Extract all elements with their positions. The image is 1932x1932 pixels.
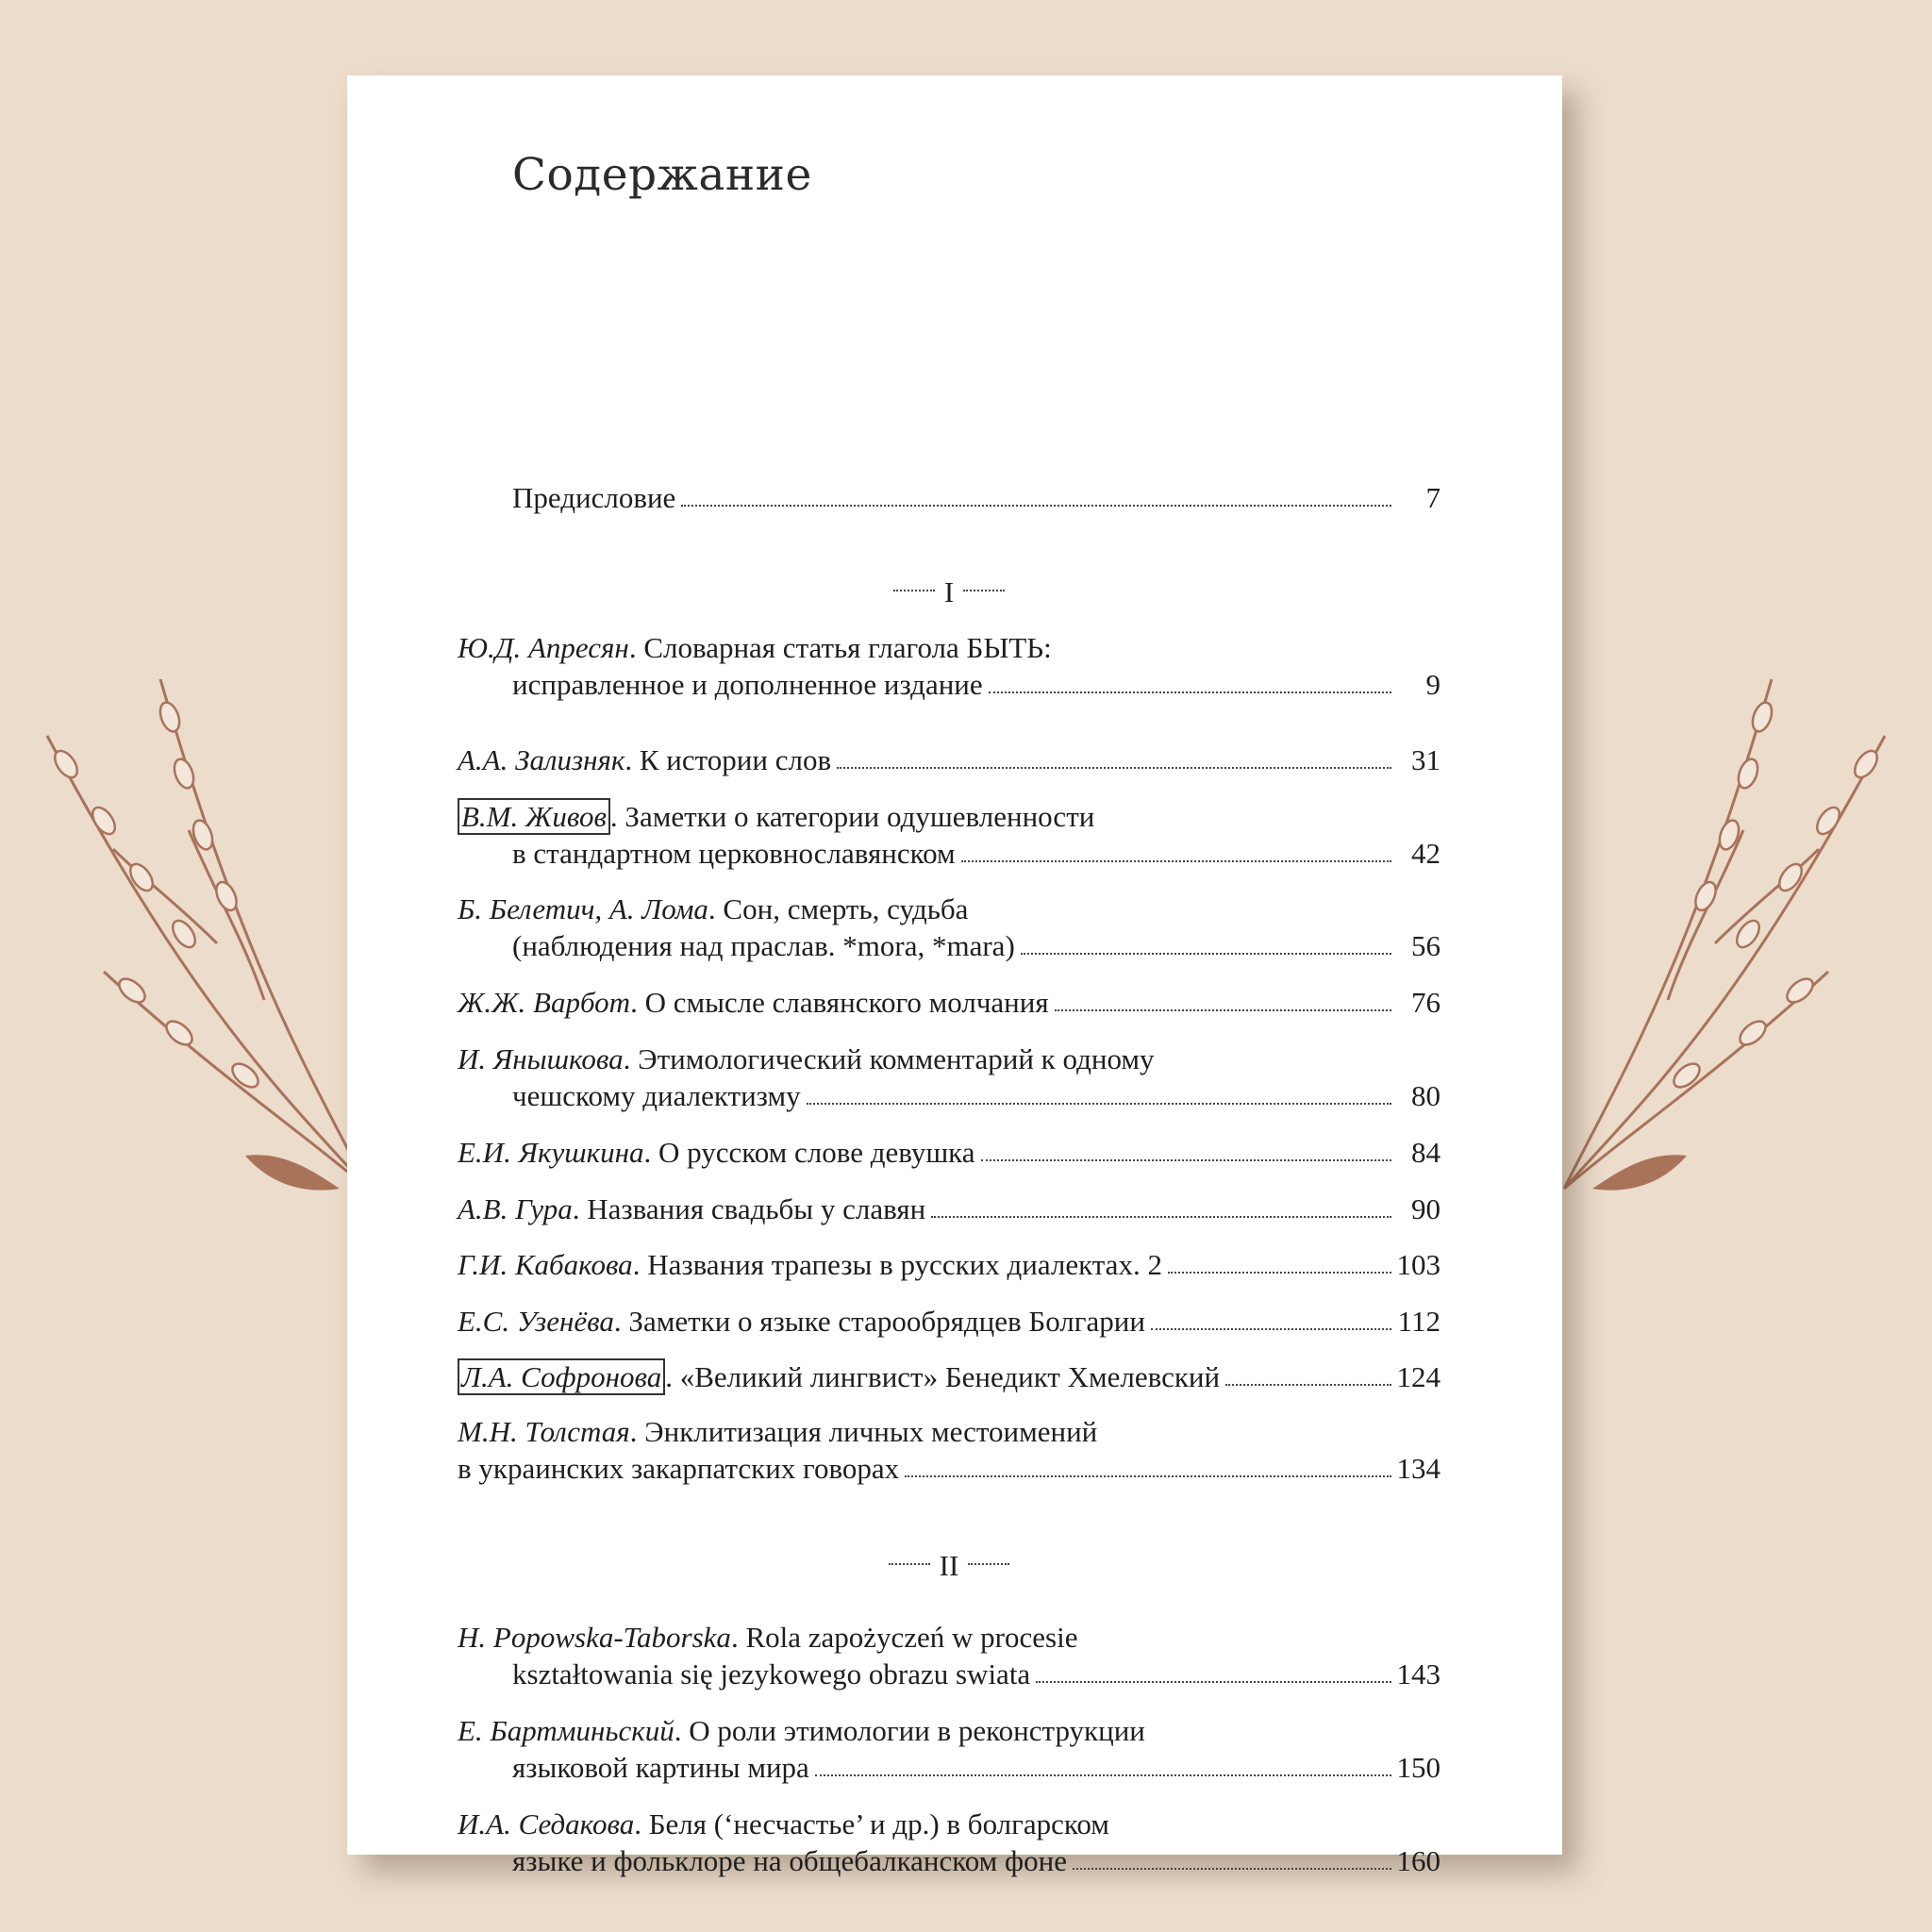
toc-author: Ю.Д. Апресян	[458, 631, 629, 664]
toc-page-number: 76	[1411, 986, 1441, 1019]
toc-entry-title-cont: в украинских закарпатских говорах	[458, 1452, 900, 1485]
dot-leader	[961, 860, 1391, 862]
toc-entry-title-cont: kształtowania się jezykowego obrazu swiata	[512, 1657, 1031, 1690]
toc-author: Б. Белетич, А. Лома	[458, 892, 708, 925]
toc-page-number: 124	[1396, 1360, 1441, 1393]
toc-author: И. Янышкова	[458, 1042, 624, 1075]
toc-entry-title: . Этимологический комментарий к одному	[623, 1042, 1155, 1075]
toc-page-number: 7	[1425, 481, 1441, 514]
section-heading	[458, 1549, 1441, 1583]
dot-leader	[1055, 1009, 1391, 1011]
page-title: Содержание	[512, 149, 812, 201]
toc-page-number: 80	[1411, 1079, 1441, 1112]
toc-page-number: 103	[1396, 1248, 1441, 1281]
toc-entry-title: . Энклитизация личных местоимений	[629, 1415, 1098, 1448]
section-numeral: II	[939, 1549, 959, 1582]
toc-page-number: 134	[1396, 1452, 1441, 1485]
toc-entry-title: . Rola zapożyczeń w procesie	[730, 1621, 1078, 1654]
toc-page-number: 90	[1411, 1192, 1441, 1225]
toc-author: H. Popowska-Taborska	[458, 1621, 731, 1654]
dot-leader	[1225, 1384, 1391, 1386]
dot-leader	[807, 1103, 1391, 1105]
section-dots	[963, 590, 1005, 591]
toc-entry	[458, 798, 1441, 872]
toc-entry	[458, 891, 1441, 964]
section-dots	[893, 590, 935, 591]
toc-entry-title: . Словарная статья глагола БЫТЬ:	[628, 631, 1052, 664]
section-dots	[889, 1563, 930, 1565]
toc-entry	[458, 1806, 1441, 1879]
toc-author: Ж.Ж. Варбот	[458, 986, 631, 1019]
toc-entry-title: . Названия свадьбы у славян	[572, 1192, 926, 1225]
toc-entry-title: . «Великий лингвист» Бенедикт Хмелевский	[665, 1360, 1221, 1393]
toc-entry	[458, 741, 1441, 778]
toc-page-number: 112	[1397, 1305, 1441, 1338]
toc-author: Е.И. Якушкина	[458, 1136, 644, 1169]
dot-leader	[681, 505, 1391, 507]
toc-entry-title: . Заметки о языке старообрядцев Болгарии	[613, 1305, 1145, 1338]
toc-entry-title-cont: исправленное и дополненное издание	[512, 668, 983, 701]
dot-leader	[905, 1475, 1391, 1477]
toc-entry	[458, 1041, 1441, 1114]
toc-entry-title-cont: языковой картины мира	[512, 1751, 809, 1784]
toc-author: Е. Бартминьский	[458, 1714, 675, 1747]
toc-entry	[458, 1134, 1441, 1171]
toc-author: А.А. Зализняк	[458, 743, 625, 776]
section-numeral: I	[943, 575, 955, 608]
toc-page-number: 31	[1411, 743, 1441, 776]
toc-entry-title-cont: (наблюдения над праслав. *mora, *mara)	[512, 929, 1015, 962]
toc-author: Е.С. Узенёва	[458, 1305, 614, 1338]
toc-entry-title-cont: языке и фольклоре на общебалканском фоне	[512, 1844, 1067, 1877]
toc-author: М.Н. Толстая	[458, 1415, 630, 1448]
toc-entry	[458, 984, 1441, 1021]
toc-entry-title: . Заметки о категории одушевленности	[609, 800, 1095, 833]
toc-entry-title: . О русском слове девушка	[643, 1136, 975, 1169]
dot-leader	[981, 1159, 1391, 1161]
dot-leader	[1073, 1868, 1391, 1870]
dot-leader	[989, 691, 1391, 693]
dot-leader	[1036, 1681, 1391, 1683]
dot-leader	[931, 1216, 1391, 1218]
dot-leader	[1168, 1272, 1391, 1274]
toc-entry-title: . К истории слов	[625, 743, 832, 776]
dot-leader	[1021, 953, 1391, 955]
toc-page-number: 160	[1396, 1844, 1441, 1877]
toc-page-number: 150	[1396, 1751, 1441, 1784]
toc-page-number: 56	[1411, 929, 1441, 962]
toc-page-number: 42	[1411, 837, 1441, 870]
toc-author-boxed: В.М. Живов	[458, 798, 610, 835]
toc-entry	[458, 1246, 1441, 1283]
toc-page-number: 84	[1411, 1136, 1441, 1169]
toc-entry-title: Предисловие	[512, 481, 676, 514]
willow-branch-right-icon	[1526, 660, 1904, 1245]
toc-author: Г.И. Кабакова	[458, 1248, 633, 1281]
toc-entry	[458, 1358, 1441, 1395]
toc-entry	[458, 629, 1441, 703]
dot-leader	[837, 767, 1391, 769]
section-dots	[968, 1563, 1009, 1565]
toc-entry-title-cont: чешскому диалектизму	[512, 1079, 801, 1112]
toc-author-boxed: Л.А. Софронова	[458, 1358, 665, 1395]
toc-entry-title-cont: в стандартном церковнославянском	[512, 837, 956, 870]
toc-entry	[458, 1619, 1441, 1692]
toc-page-number: 9	[1425, 668, 1441, 701]
toc-entry-preface	[458, 479, 1441, 516]
dot-leader	[815, 1774, 1391, 1776]
toc-author: А.В. Гура	[458, 1192, 573, 1225]
toc-entry	[458, 1413, 1441, 1487]
toc-entry	[458, 1303, 1441, 1340]
toc-entry-title: . Сон, смерть, судьба	[708, 892, 969, 925]
toc-page-number: 143	[1396, 1657, 1441, 1690]
toc-entry-title: . О роли этимологии в реконструкции	[674, 1714, 1145, 1747]
toc-entry-title: . Беля (‘несчастье’ и др.) в болгарском	[634, 1807, 1109, 1840]
dot-leader	[1151, 1328, 1391, 1330]
section-heading	[458, 575, 1441, 609]
toc-author: И.А. Седакова	[458, 1807, 635, 1840]
toc-entry-title: . Названия трапезы в русских диалектах. 2	[632, 1248, 1162, 1281]
toc-entry	[458, 1191, 1441, 1227]
book-page	[347, 75, 1562, 1877]
toc-entry	[458, 1712, 1441, 1786]
toc-entry-title: . О смысле славянского молчания	[630, 986, 1049, 1019]
